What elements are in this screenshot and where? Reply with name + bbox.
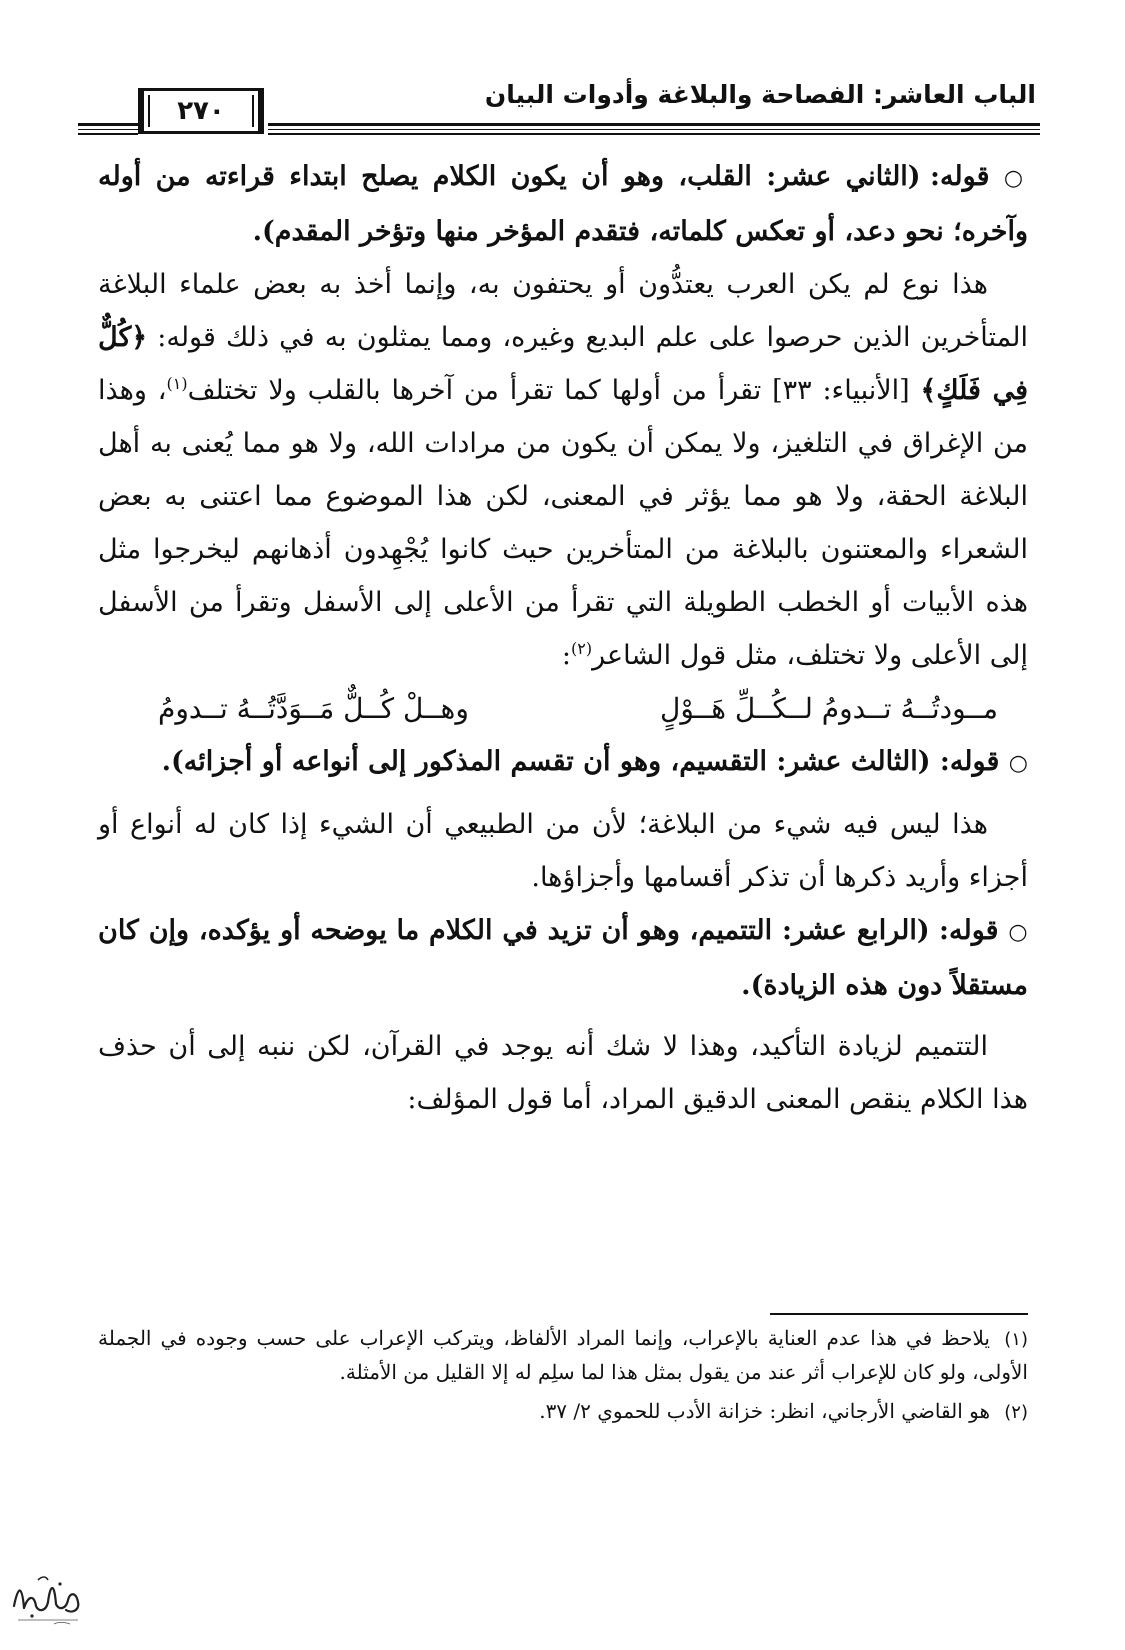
header-rule bbox=[268, 123, 1040, 126]
paragraph-text: قوله: (الثاني عشر: القلب، وهو أن يكون الكلام يصلح ابتداء قراءته من أوله وآخره؛ نحو دعد، أو تعكس كلماته، فتقدم المؤخر منها وتؤخر المقدم). bbox=[98, 161, 1028, 247]
paragraph-text: قوله: (الرابع عشر: التتميم، وهو أن تزيد في الكلام ما يوضحه أو يؤكده، وإن كان مستقلاً دون هذه الزيادة). bbox=[98, 915, 1028, 1001]
paragraph-text: [الأنبياء: ٣٣] تقرأ من أولها كما تقرأ من آخرها بالقلب ولا تختلف bbox=[187, 375, 921, 406]
calligraphy-logo-icon bbox=[8, 1566, 88, 1628]
paragraph-quote-1 bbox=[98, 150, 1028, 258]
paragraph-text: : bbox=[561, 640, 572, 671]
running-header bbox=[78, 68, 1040, 138]
footnote-number: (١) bbox=[1004, 1329, 1028, 1350]
page-number: ٢٧٠ bbox=[177, 96, 225, 126]
paragraph-commentary-3 bbox=[98, 1020, 1028, 1126]
paragraph-text: هذا نوع لم يكن العرب يعتدُّون أو يحتفون به، وإنما أخذ به بعض علماء البلاغة المتأخرين الذين حرصوا على علم البديع وغيره، ومما يمثلون به في ذلك قوله: bbox=[98, 269, 1028, 353]
quran-quote: ﴿كُلٌّ فِي فَلَكٍ﴾ bbox=[98, 322, 1028, 406]
header-rule bbox=[268, 133, 1040, 135]
footnote-text: هو القاضي الأرجاني، انظر: خزانة الأدب للحموي ٢/ ٣٧. bbox=[539, 1399, 990, 1423]
poem-verse bbox=[98, 682, 1028, 735]
paragraph-text: هذا ليس فيه شيء من البلاغة؛ لأن من الطبيعي أن الشيء إذا كان له أنواع أو أجزاء وأريد ذكرها أن تذكر أقسامها وأجزاؤها. bbox=[98, 809, 1028, 893]
footnote-1 bbox=[98, 1322, 1028, 1389]
header-rule bbox=[78, 129, 138, 130]
verse-hemistich-first: مــودتُــهُ تــدومُ لــكُــلِّ هَــوْلٍ bbox=[660, 692, 998, 725]
main-text bbox=[98, 150, 1028, 1126]
footnotes bbox=[98, 1322, 1028, 1435]
footnote-separator bbox=[770, 1313, 1028, 1315]
footnote-ref[interactable]: (٢) bbox=[571, 639, 593, 658]
paragraph-commentary-2 bbox=[98, 798, 1028, 904]
header-rule bbox=[78, 133, 138, 135]
paragraph-quote-3 bbox=[98, 904, 1028, 1012]
footnote-text: يلاحظ في هذا عدم العناية بالإعراب، وإنما المراد الألفاظ، ويتركب الإعراب على حسب وجوده في الجملة الأولى، ولو كان للإعراب أثر عند من يقول بمثل هذا لما سلِم له إلا القليل من الأمثلة. bbox=[98, 1326, 1028, 1384]
header-rule bbox=[78, 123, 138, 126]
circle-marker-icon: ○ bbox=[1008, 751, 1028, 776]
footnote-ref[interactable]: (١) bbox=[166, 374, 188, 393]
footnote-2 bbox=[98, 1395, 1028, 1429]
paragraph-commentary-1 bbox=[98, 258, 1028, 682]
paragraph-text: التتميم لزيادة التأكيد، وهذا لا شك أنه يوجد في القرآن، لكن ننبه إلى أن حذف هذا الكلام ينقص المعنى الدقيق المراد، أما قول المؤلف: bbox=[98, 1031, 1028, 1115]
header-rule bbox=[268, 129, 1040, 130]
paragraph-quote-2 bbox=[98, 735, 1028, 790]
footnote-number: (٢) bbox=[1004, 1402, 1028, 1423]
paragraph-text: قوله: (الثالث عشر: التقسيم، وهو أن تقسم المذكور إلى أنواعه أو أجزائه). bbox=[161, 746, 1000, 777]
paragraph-text: ، وهذا من الإغراق في التلغيز، ولا يمكن أن يكون من مرادات الله، ولا هو مما يُعنى به أهل البلاغة الحقة، ولا هو مما يؤثر في المعنى، لكن هذا الموضوع مما اعتنى به بعض الشعراء والمعتنون بالبلاغة من المتأخرين حيث كانوا يُجْهِدون أذهانهم ليخرجوا مثل هذه الأبيات أو الخطب الطويلة التي تقرأ من الأعلى إلى الأسفل وتقرأ من الأسفل إلى الأعلى ولا تختلف، مثل قول الشاعر bbox=[98, 375, 1028, 671]
chapter-title: الباب العاشر: الفصاحة والبلاغة وأدوات البيان bbox=[484, 80, 1036, 109]
circle-marker-icon: ○ bbox=[1003, 166, 1028, 191]
verse-hemistich-second: وهــلْ كُــلٌّ مَــوَدَّتُــهُ تــدومُ bbox=[158, 692, 469, 725]
page-number-box bbox=[138, 88, 264, 134]
circle-marker-icon: ○ bbox=[1008, 920, 1028, 945]
